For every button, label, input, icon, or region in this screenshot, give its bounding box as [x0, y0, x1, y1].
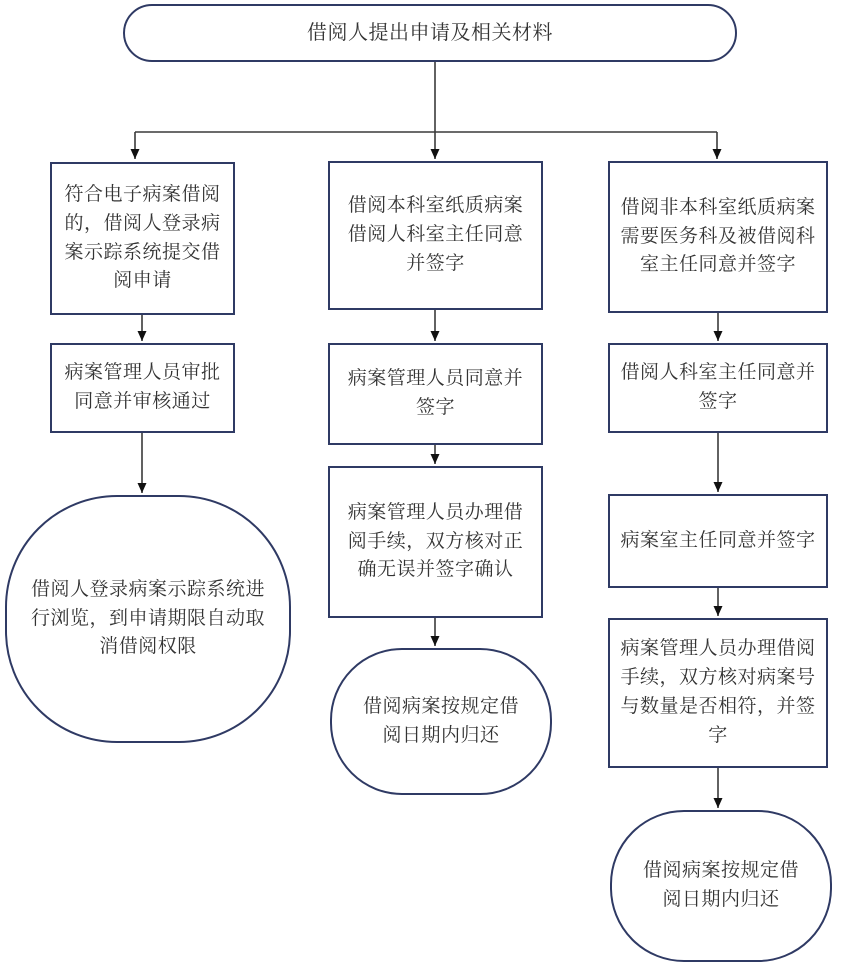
- flow-node-col2-step2: [328, 343, 543, 445]
- flow-node-col3-step1-label: 借阅非本科室纸质病案需要医务科及被借阅科室主任同意并签字: [620, 196, 816, 276]
- flow-node-start-label: 借阅人提出申请及相关材料: [307, 21, 553, 44]
- flow-node-start: [123, 4, 737, 62]
- flow-node-col3-step1: [608, 161, 828, 313]
- flow-node-col1-step2-label: 病案管理人员审批同意并审核通过: [64, 362, 221, 412]
- flow-node-col3-step4: [608, 618, 828, 768]
- flow-node-col1-step1: [50, 162, 235, 315]
- flow-node-col3-step2: [608, 343, 828, 433]
- flow-node-col2-step2-label: 病案管理人员同意并签字: [347, 368, 524, 418]
- flow-node-col2-step1-label: 借阅本科室纸质病案借阅人科室主任同意并签字: [347, 195, 524, 274]
- flow-node-col2-end-label: 借阅病案按规定借阅日期内归还: [362, 695, 519, 746]
- flow-node-col2-step3-label: 病案管理人员办理借阅手续，双方核对正确无误并签字确认: [347, 501, 524, 581]
- flow-node-col1-step2: [50, 343, 235, 433]
- flow-node-col1-step1-label: 符合电子病案借阅的，借阅人登录病案示踪系统提交借阅申请: [64, 183, 221, 292]
- flow-node-col3-step4-label: 病案管理人员办理借阅手续，双方核对病案号与数量是否相符，并签字: [620, 638, 816, 746]
- flow-node-col2-end: [330, 648, 552, 795]
- flow-node-col1-end: [5, 495, 291, 743]
- flow-node-col3-end: [610, 810, 832, 962]
- flow-node-col3-end-label: 借阅病案按规定借阅日期内归还: [642, 860, 799, 910]
- flow-node-col3-step2-label: 借阅人科室主任同意并签字: [620, 362, 816, 412]
- flow-node-col2-step1: [328, 161, 543, 310]
- flow-node-col1-end-label: 借阅人登录病案示踪系统进行浏览，到申请期限自动取消借阅权限: [31, 578, 266, 658]
- flow-node-col3-step3: [608, 494, 828, 588]
- flow-node-col3-step3-label: 病案室主任同意并签字: [620, 529, 816, 551]
- flow-node-col2-step3: [328, 466, 543, 618]
